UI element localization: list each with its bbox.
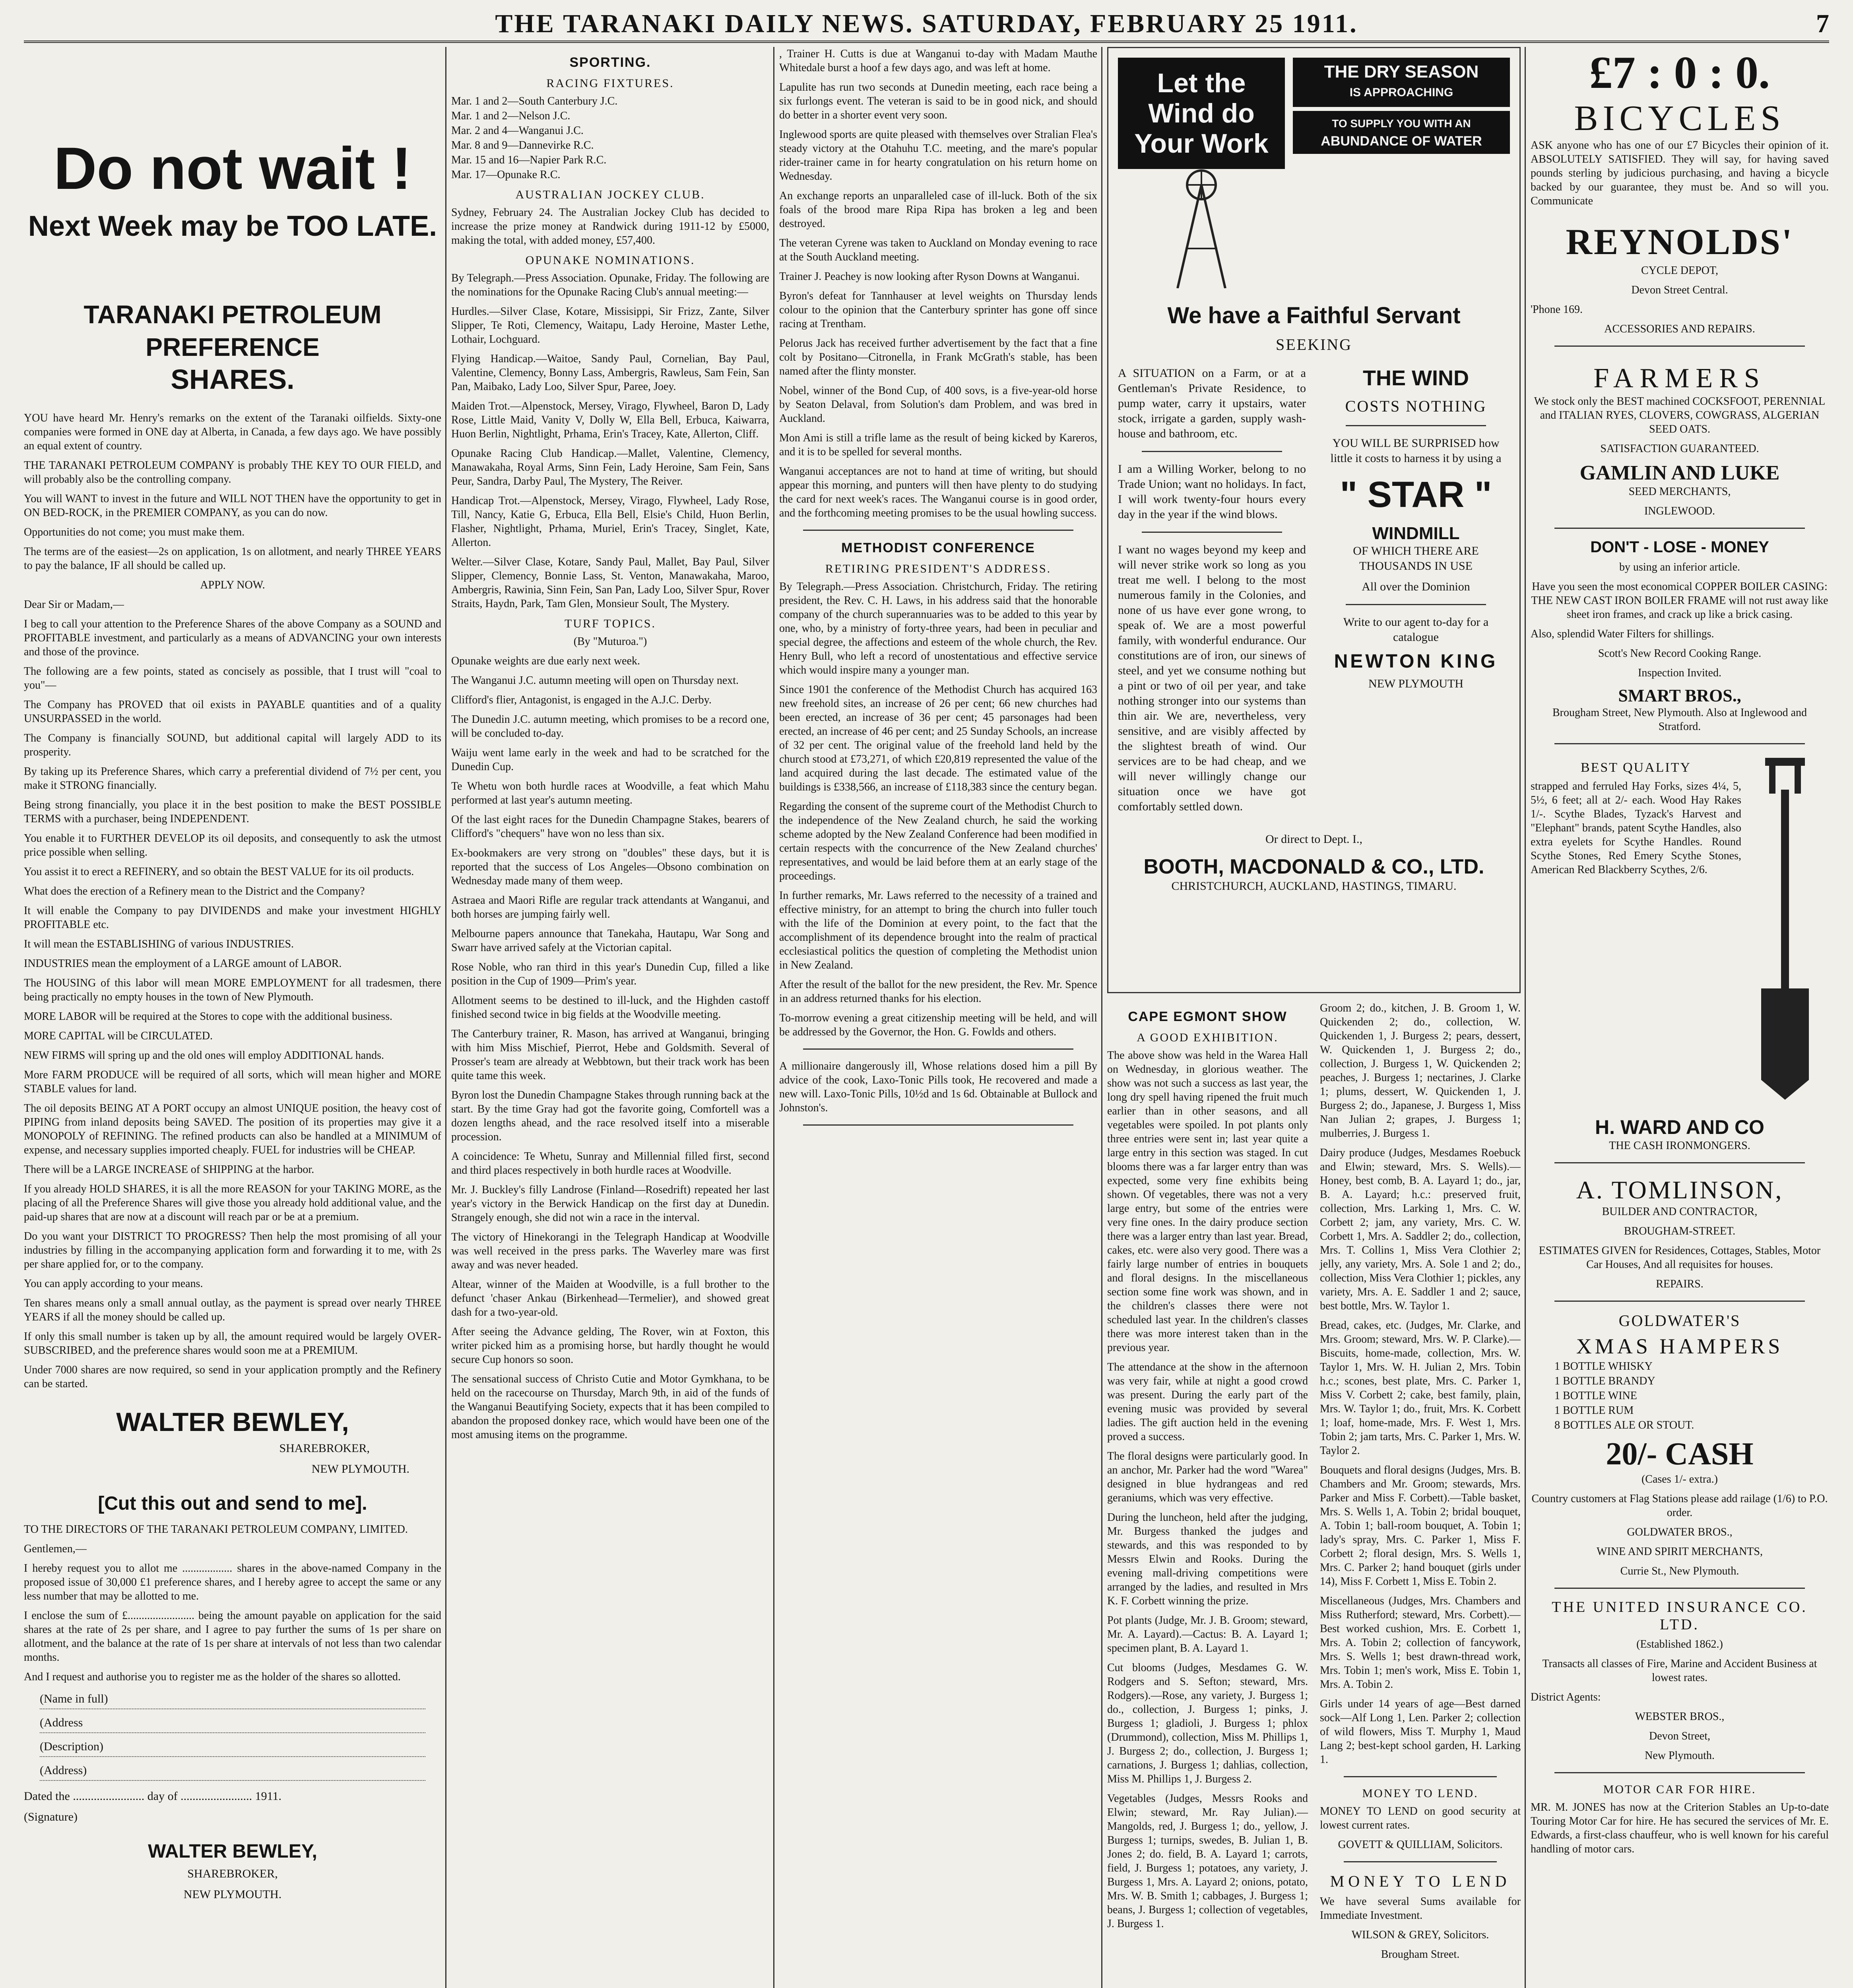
article-paragraph: Altear, winner of the Maiden at Woodville, is a full brother to the defunct 'chaser Ankau (Birkenhead—Termelier), and showed great dash for a two-year-old.	[451, 1278, 769, 1318]
thousands-text: OF WHICH THERE ARE THOUSANDS IN USE	[1353, 544, 1479, 573]
paragraph: There will be a LARGE INCREASE of SHIPPING at the harbor.	[24, 1163, 314, 1176]
divider	[1142, 451, 1282, 452]
ad-subhead: Next Week may be TOO LATE.	[28, 210, 437, 242]
article-paragraph: Lapulite has run two seconds at Dunedin meeting, each race being a six furlongs event. The veteran is said to be in good nick, and should do better in a shorter event very soon.	[779, 81, 1097, 121]
boiler-text: Have you seen the most economical COPPER BOILER CASING: THE NEW CAST IRON BOILER FRAME will not rust away like sheet iron frames, and crack up like a brick casing.	[1531, 580, 1828, 621]
article-paragraph: The floral designs were particularly good. In an anchor, Mr. Parker had the word "Warea" designed in blue hydrangeas and red geraniums, which was very effective.	[1107, 1450, 1308, 1504]
form-text: I enclose the sum of £........................ being the amount payable on application for the said shares at the rate of 2s per share, and I agree to pay further the sums of 1s per share on allotment, and the balance at the rate of 1s per share at intervals of not less than two calendar months.	[24, 1609, 441, 1664]
smart-bros: SMART BROS.,	[1618, 686, 1741, 705]
cities-text: CHRISTCHURCH, AUCKLAND, HASTINGS, TIMARU.	[1171, 879, 1457, 893]
signature-name-2: WALTER BEWLEY,	[148, 1841, 317, 1862]
farmers: FARMERS	[1593, 363, 1766, 394]
ajc-title: AUSTRALIAN JOCKEY CLUB.	[515, 188, 705, 201]
laxo-tonic-ad: A millionaire dangerously ill, Whose relations dosed him a pill By advice of the cook, Laxo-Tonic Pills took, He recovered and made a new will. Laxo-Tonic Pills, 10½d and 1s 6d. Obtainable at Bullock and Johnston's.	[779, 1060, 1097, 1114]
form-field-name[interactable]: (Name in full)	[40, 1689, 425, 1709]
repairs: REPAIRS.	[1656, 1278, 1704, 1290]
article-paragraph: Opunake weights are due early next week.	[451, 655, 640, 667]
builder: BUILDER AND CONTRACTOR,	[1602, 1206, 1758, 1218]
cape-sub: A GOOD EXHIBITION.	[1137, 1031, 1279, 1044]
money2-text: We have several Sums available for Immediate Investment.	[1320, 1895, 1521, 1922]
divider	[1346, 604, 1486, 605]
dont-lose-money: DON'T - LOSE - MONEY	[1590, 538, 1769, 556]
article-paragraph: Girls under 14 years of age—Best darned sock—Alf Long 1, Len. Parker 2; collection of wild flowers, Miss T. Murphy 1, Maud Lang 2; best-kept school garden, H. Larking 1.	[1320, 1698, 1521, 1766]
seeking: SEEKING	[1275, 336, 1352, 353]
article-paragraph: Inglewood sports are quite pleased with themselves over Stralian Flea's steady victory at the Otahuhu T.C. meeting, and the mare's popular rider-trainer came in for hearty congratulation on his return home on Wednesday.	[779, 128, 1097, 182]
article-paragraph: Handicap Trot.—Alpenstock, Mersey, Virago, Flywheel, Lady Rose, Till, Nancy, Katie G, Erbuca, Ella Bell, Elsie's Child, Huon Berlin, Flasher, Nightlight, Prhama, Muriel, Erin's Tracey, Singlet, Kate, Allerton.	[451, 495, 769, 549]
transacts: Transacts all classes of Fire, Marine and Accident Business at lowest rates.	[1542, 1658, 1817, 1684]
ad-headline: Do not wait !	[54, 135, 411, 202]
divider	[803, 1048, 1073, 1050]
want-text: I want no wages beyond my keep and will never strike work so long as you treat me well. I belong to the most numerous family in the Colonies, and none of us have ever gone wrong, to speak of. We are a most powerful family, with wonderful endurance. Our constitutions are of iron, our sinews of steel, and yet we consume nothing but a pint or two of oil per year, and take nothing stronger into our systems than thin air. We are, nevertheless, very sensitive, and are visibly affected by the slightest breath of wind. Our services are to be had cheap, and we will never willingly change our situation once we have got comfortably settled down.	[1118, 543, 1306, 813]
divider	[1554, 1772, 1805, 1773]
article-paragraph: Of the last eight races for the Dunedin Champagne Stakes, bearers of Clifford's "chequers" have won no less than six.	[451, 813, 769, 840]
divider	[1346, 425, 1486, 426]
signature-role: SHAREBROKER,	[279, 1442, 370, 1455]
write-text: Write to our agent to-day for a catalogue	[1343, 615, 1489, 644]
windmill-and-show-column	[1107, 47, 1521, 1988]
divider	[1344, 1776, 1497, 1777]
methodist-subtitle: RETIRING PRESIDENT'S ADDRESS.	[825, 562, 1052, 575]
opunake-title: OPUNAKE NOMINATIONS.	[525, 254, 695, 267]
fixture: Mar. 1 and 2—Nelson J.C.	[451, 110, 570, 122]
cycle-depot: CYCLE DEPOT,	[1641, 264, 1718, 277]
paragraph: YOU have heard Mr. Henry's remarks on the extent of the Taranaki oilfields. Sixty-one companies were formed in ONE day at Alberta, in Canada, a few days ago. We have possibly an equal extent of country.	[24, 412, 441, 452]
divider	[1142, 532, 1282, 533]
supply-text: TO SUPPLY YOU WITH AN	[1332, 117, 1471, 130]
signature-name: WALTER BEWLEY,	[116, 1407, 349, 1437]
article-paragraph: Sydney, February 24. The Australian Jockey Club has decided to increase the prize money at Randwick during 1911-12 by £5000, making the total, with added money, £57,400.	[451, 206, 769, 247]
divider	[1554, 1301, 1805, 1302]
hamper-price: 20/- CASH	[1606, 1437, 1754, 1472]
tomlinson: A. TOMLINSON,	[1576, 1176, 1783, 1204]
booth-macdonald: BOOTH, MACDONALD & CO., LTD.	[1143, 855, 1484, 878]
article-paragraph: Mr. J. Buckley's filly Landrose (Finland—Rosedrift) repeated her last year's victory in the Berwick Handicap on the first day at Dunedin. Strangely enough, she did not win a race in the interval.	[451, 1184, 769, 1224]
paragraph: The oil deposits BEING AT A PORT occupy an almost UNIQUE position, the heavy cost of PIPING from inland deposits being SAVED. The position of its properties may give it a MONOPOLY of REFINING. The refined products can also be handled at a MINIMUM of expense, and necessary supplies imported cheaply. FUEL for industries will be CHEAP.	[24, 1102, 441, 1156]
paragraph: By taking up its Preference Shares, which carry a preferential dividend of 7½ per cent, you make it STRONG financially.	[24, 765, 441, 792]
page-number: 7	[1816, 9, 1829, 38]
paragraph: What does the erection of a Refinery mean to the District and the Company?	[24, 885, 365, 897]
country-text: Country customers at Flag Stations please add railage (1/6) to P.O. order.	[1531, 1493, 1828, 1519]
windmill-label: WINDMILL	[1372, 524, 1460, 543]
article-paragraph: The sensational success of Christo Cutie and Motor Gymkhana, to be held on the racecourse on Thursday, March 9th, in aid of the funds of the Wanganui Beautifying Society, expects that it has been compiled to abandon the proposed donkey race, which would have been one of the most amusing items on the programme.	[451, 1373, 769, 1441]
form-text: And I request and authorise you to register me as the holder of the shares so allotted.	[24, 1671, 401, 1683]
new-plymouth-2: New Plymouth.	[1645, 1749, 1715, 1762]
paragraph: The following are a few points, stated as concisely as possible, that I trust will "coal to you"—	[24, 665, 441, 691]
inglewood: INGLEWOOD.	[1644, 505, 1715, 517]
new-plymouth: NEW PLYMOUTH	[1368, 677, 1463, 690]
paragraph: Under 7000 shares are now required, so send in your application promptly and the Refinery can be started.	[24, 1364, 441, 1390]
reynolds: REYNOLDS'	[1566, 221, 1794, 262]
divider	[803, 1124, 1073, 1126]
article-paragraph: An exchange reports an unparalleled case of ill-luck. Both of the six foals of the brood mare Ripa Ripa has broken a leg and been destroyed.	[779, 190, 1097, 230]
paragraph: THE TARANAKI PETROLEUM COMPANY is probably THE KEY TO OUR FIELD, and will probably also be the controlling company.	[24, 459, 441, 485]
money2-title: MONEY TO LEND	[1330, 1872, 1511, 1890]
article-paragraph: Since 1901 the conference of the Methodist Church has acquired 163 new freehold sites, an increase of 26 per cent; 66 new churches had been erected, an increase of 36 per cent; 45 parsonages had been erected, an increase of 46 per cent; and 25 Sunday Schools, an increase of 32 per cent. The original value of the freehold land held by the church stood at £73,271, of which £20,819 represented the value of the land acquired during the last decade. The estimated value of the buildings is £338,566, an increase of £118,383 since the century began.	[779, 683, 1097, 793]
divider	[1344, 1861, 1497, 1862]
divider	[1554, 346, 1805, 347]
section-title: SPORTING.	[569, 55, 651, 70]
paragraph: I beg to call your attention to the Preference Shares of the above Company as a SOUND and PROFITABLE investment, and particularly as a means of ADVANCING your own interests and those of the province.	[24, 618, 441, 658]
article-paragraph: The attendance at the show in the afternoon was very fair, while at night a good crowd was present. During the early part of the evening music was provided by several ladies. The gift auction held in the evening proved a success.	[1107, 1361, 1308, 1443]
article-paragraph: Opunake Racing Club Handicap.—Mallet, Valentine, Clemency, Manawakaha, Royal Arms, Sinn Fein, Lady Heroine, Sam Fein, Sans Peur, Sandra, Darby Paul, The Mystery, The Reiver.	[451, 447, 769, 487]
money-title: MONEY TO LEND.	[1362, 1787, 1479, 1800]
apply-now: APPLY NOW.	[200, 579, 265, 591]
form-text: I hereby request you to allot me .................. shares in the above-named Company in the proposed issue of 30,000 £1 preference shares, and I hereby agree to accept the same or any less number that may be allotted to me.	[24, 1562, 441, 1602]
phone: 'Phone 169.	[1531, 303, 1583, 316]
paragraph: The Company has PROVED that oil exists in PAYABLE quantities and of a quality UNSURPASSED in the world.	[24, 699, 441, 725]
article-paragraph: Wanganui acceptances are not to hand at time of writing, but should appear this morning, and punters will then have plenty to do studying the card for next week's races. The Wanganui course is in good order, and the forthcoming meeting promises to be the usual howling success.	[779, 465, 1097, 519]
dry-sub: IS APPROACHING	[1349, 86, 1453, 99]
money-text: MONEY TO LEND on good security at lowest current rates.	[1320, 1805, 1521, 1831]
paragraph: Do you want your DISTRICT TO PROGRESS? Then help the most promising of all your industries by filling in the accompanying application form and forwarding it to me, with 2s per share applied for, or to the company.	[24, 1230, 441, 1270]
paragraph: The terms are of the easiest—2s on application, 1s on allotment, and nearly THREE YEARS to pay the balance, IF all should be called up.	[24, 546, 441, 572]
article-paragraph: Waiju went lame early in the week and had to be scratched for the Dunedin Cup.	[451, 747, 769, 773]
ironmongers: THE CASH IRONMONGERS.	[1609, 1140, 1750, 1152]
divider	[1554, 1588, 1805, 1589]
form-to: TO THE DIRECTORS OF THE TARANAKI PETROLEUM COMPANY, LIMITED.	[24, 1523, 408, 1536]
signature-place: NEW PLYMOUTH.	[311, 1462, 409, 1475]
brougham: BROUGHAM-STREET.	[1624, 1225, 1736, 1237]
application-form	[24, 1522, 441, 1684]
article-paragraph: The veteran Cyrene was taken to Auckland on Monday evening to race at the South Auckland meeting.	[779, 237, 1097, 263]
divider	[1554, 743, 1805, 744]
motor-text: MR. M. JONES has now at the Criterion Stables an Up-to-date Touring Motor Car for hire. He has secured the services of Mr. E. Edwards, a first-class chauffeur, who is well known for his careful handling of motor cars.	[1531, 1801, 1829, 1855]
fixture: Mar. 2 and 4—Wanganui J.C.	[451, 124, 584, 137]
masthead-title: THE TARANAKI DAILY NEWS. SATURDAY, FEBRUARY 25 1911.	[495, 9, 1358, 38]
webster-bros: WEBSTER BROS.,	[1635, 1710, 1725, 1723]
paragraph: Dear Sir or Madam,—	[24, 598, 124, 611]
paragraph: The Company is financially SOUND, but additional capital will largely ADD to its prosperity.	[24, 732, 441, 758]
form-field-description[interactable]: (Description)	[40, 1737, 425, 1757]
dry-season-block	[1293, 58, 1510, 290]
paragraph: More FARM PRODUCE will be required of all sorts, which will mean higher and MORE STABLE values for land.	[24, 1069, 441, 1095]
article-paragraph: Dairy produce (Judges, Mesdames Roebuck and Elwin; steward, Mrs. S. Wells).—Honey, best comb, B. A. Layard 1; do., jar, B. A. Layard; h.c.: preserved fruit, collection, Mrs. Larking 1, Mrs. C. W. Corbett 2; jam, any variety, Mrs. C. W. Corbett 1, Mrs. A. Saddler 2; do., collection, Mrs. T. Collins 1, Miss Vera Clothier 2; jelly, any variety, Mrs. A. Sole 1 and 2; do., collection, Miss Vera Clothier 1; pickles, any variety, Mrs. A. E. Saddler 1 and 2; sauce, best bottle, Mrs. W. Taylor 1.	[1320, 1147, 1521, 1312]
racing-fixtures-title: RACING FIXTURES.	[546, 77, 674, 90]
newton-king: NEWTON KING	[1334, 651, 1498, 672]
article-paragraph: Pot plants (Judge, Mr. J. B. Groom; steward, Mr. A. Layard).—Cactus: B. A. Layard 1; specimen plant, B. A. Layard 1.	[1107, 1614, 1308, 1654]
paragraph: If you already HOLD SHARES, it is all the more REASON for your TAKING MORE, as the placing of all the Preference Shares will give those you already hold additional value, and the paid-up shares that are now at a discount will reach par or be at a premium.	[24, 1183, 441, 1223]
xmas-hampers: XMAS HAMPERS	[1576, 1334, 1783, 1358]
article-paragraph: Welter.—Silver Clase, Kotare, Sandy Paul, Mallet, Bay Paul, Silver Slipper, Clemency, Bonnie Lass, St. Venton, Manawakaha, Maroo, Ambergris, Rawinia, Sinn Fein, San Pan, Lady Loo, Silver Spur, Rover Straits, Haydn, Park, Tam Glen, Monsieur Soult, The Mystery.	[451, 556, 769, 610]
banner-line: Let the	[1157, 68, 1246, 98]
fixture: Mar. 1 and 2—South Canterbury J.C.	[451, 95, 618, 107]
banner-line: Your Work	[1134, 128, 1269, 159]
bike-text: ASK anyone who has one of our £7 Bicycles their opinion of it. ABSOLUTELY SATISFIED. They will say, for having saved pounds sterling by judicious purchasing, and having a bicycle backed by our guarantee, they must be. And so will you. Communicate	[1531, 139, 1829, 207]
article-paragraph: Maiden Trot.—Alpenstock, Mersey, Virago, Flywheel, Baron D, Lady Rose, Little Maid, Vanity V, Dolly W, Ella Bell, Erbuca, Kaiwarra, Huon Berlin, Nightlight, Prhama, Erin's Tracey, Kate, Allerton, Cliff.	[451, 400, 769, 440]
paragraph: You enable it to FURTHER DEVELOP its oil deposits, and consequently to ask the utmost price possible when selling.	[24, 832, 441, 858]
article-paragraph: Astraea and Maori Rifle are regular track attendants at Wanganui, and both horses are jumping fairly well.	[451, 894, 769, 920]
article-paragraph: During the luncheon, held after the judging, Mr. Burgess thanked the judges and stewards, and this was responded to by Messrs Elwin and Rooks. During the evening mall-driving competitions were arranged by the ladies, and resulted in Mrs K. F. Corbett winning the prize.	[1107, 1511, 1308, 1607]
article-paragraph: Vegetables (Judges, Messrs Rooks and Elwin; steward, Mr. Ray Julian).—Mangolds, red, J. Burgess 1; do., yellow, J. Burgess 1; turnips, swedes, B. Julian 1, B. Jones 2; do. field, B. A. Layard 1; carrots, field, J. Burgess 1; potatoes, any variety, J. Burgess 1, Mrs. A. Layard 2; onions, potato, Mrs. W. B. Smith 1; cabbages, J. Burgess 1; beans, J. Burgess 1; collection of vegetables, J. Burgess 1.	[1107, 1792, 1308, 1930]
devon-street-2: Devon Street,	[1649, 1730, 1710, 1742]
ad-title: TARANAKI PETROLEUM PREFERENCE	[83, 300, 382, 361]
motor-title: MOTOR CAR FOR HIRE.	[1603, 1783, 1756, 1796]
accessories: ACCESSORIES AND REPAIRS.	[1604, 323, 1755, 335]
dry-head: THE DRY SEASON	[1324, 62, 1479, 82]
hamper-item: 8 BOTTLES ALE OR STOUT.	[1554, 1419, 1694, 1431]
cape-egmont-show	[1107, 1001, 1521, 1967]
ad-body	[24, 411, 441, 1391]
classified-ads-column	[1531, 47, 1829, 1988]
form-signature: (Signature)	[24, 1810, 78, 1823]
petroleum-ad-column	[24, 47, 441, 1988]
h-ward: H. WARD AND CO	[1595, 1116, 1764, 1138]
paragraph: It will enable the Company to pay DIVIDENDS and make your investment HIGHLY PROFITABLE etc.	[24, 905, 441, 931]
dry-season-banner	[1293, 58, 1510, 107]
article-paragraph: The above show was held in the Warea Hall on Wednesday, in glorious weather. The show was not such a success as last year, the long dry spell having ripened the fruit much earlier than in other seasons, and all vegetables were spoiled. In pot plants only three entries were sent in; last year quite a large entry in this section was staged. In cut blooms there was a far larger entry than was expected, some very fine exhibits being shown. Of vegetables, there was not a very large entry, but some of the entries were very fine ones. In the dairy produce section there was a larger entry than last year. Bread, cakes, etc. were also very good. There was a fairly large number of entries in bouquets and floral designs. In the miscellaneous section some fine work was shown, and in the children's classes there were not scheduled last year. In the children's classes there was more interest taken than in the previous year.	[1107, 1049, 1308, 1354]
divider	[803, 530, 1073, 531]
bicycles-title: BICYCLES	[1574, 99, 1785, 138]
cape-title: CAPE EGMONT SHOW	[1128, 1009, 1287, 1024]
form-field-address-2[interactable]: (Address)	[40, 1761, 425, 1781]
article-paragraph: By Telegraph.—Press Association. Christchurch, Friday. The retiring president, the Rev. C. H. Laws, in his address said that the honorable company of the church superannuaries was to be added to this year by one, who, by a ministry of forty-three years, had been in peculiar and special degree, the affections and esteem of the whole church, the Rev. Henry Bull, who left a record of unostentatious and effective service which would inspire many a younger man.	[779, 580, 1097, 676]
article-paragraph: The Dunedin J.C. autumn meeting, which promises to be a record one, will be concluded to-day.	[451, 713, 769, 740]
wine-merchants: WINE AND SPIRIT MERCHANTS,	[1597, 1545, 1763, 1558]
article-paragraph: The Wanganui J.C. autumn meeting will open on Thursday next.	[451, 674, 739, 687]
windmill-ad	[1107, 47, 1521, 993]
spade-text: strapped and ferruled Hay Forks, sizes 4¼, 5, 5½, 6 feet; all at 2/- each. Wood Hay Rakes 1/-. Scythe Blades, Tyzack's Harvest and "Elephant" brands, patent Scythe Handles, also extra eyelets for Scythe Handles. Round Scythe Stones, Red Emery Scythe Stones, American Red Blackberry Scythes, 2/6.	[1531, 780, 1741, 876]
article-paragraph: Trainer J. Peachey is now looking after Ryson Downs at Wanganui.	[779, 270, 1080, 283]
faithful-servant: We have a Faithful Servant	[1167, 303, 1461, 328]
methodist-title: METHODIST CONFERENCE	[841, 540, 1035, 555]
methodist-column	[779, 47, 1097, 1988]
form-field-address[interactable]: (Address	[40, 1713, 425, 1733]
windmill-icon	[1118, 169, 1285, 288]
article-paragraph: Bread, cakes, etc. (Judges, Mr. Clarke, and Mrs. Groom; steward, Mrs. W. P. Clarke).—Biscuits, home-made, collection, Mrs. W. Taylor 1, Mrs. W. H. Julian 2, Mrs. Tobin h.c.; scones, best plate, Mrs. C. Parker 1, Miss V. Corbett 2; cake, best family, plain, Mrs. W. Taylor 1; do., fruit, Mrs. K. Corbett 1; loaf, home-made, Mrs. F. West 1, Mrs. Tobin 2; jam tarts, Mrs. C. Parker 1, Mrs. W. Taylor 2.	[1320, 1319, 1521, 1457]
article-paragraph: To-morrow evening a great citizenship meeting will be held, and will be addressed by the Governor, the Hon. G. Fowlds and others.	[779, 1012, 1097, 1038]
dont-sub: by using an inferior article.	[1619, 561, 1740, 573]
bicycle-price: £7 : 0 : 0.	[1589, 47, 1770, 98]
abundance-text: ABUNDANCE OF WATER	[1321, 134, 1482, 149]
cape-left	[1107, 1001, 1308, 1967]
article-paragraph: Hurdles.—Silver Clase, Kotare, Missisippi, Sir Frizz, Zante, Silver Slipper, Te Roti, Clemency, Waitapu, Lady Heroine, Master Lethe, Lothair, Lochguard.	[451, 305, 769, 346]
willing-text: I am a Willing Worker, belong to no Trade Union; want no holidays. In fact, I will work twenty-four hours every day in the year if the wind blows.	[1118, 462, 1306, 521]
turf-byline: (By "Muturoa.")	[573, 635, 647, 648]
column-rule	[1101, 47, 1102, 1988]
article-paragraph: After seeing the Advance gelding, The Rover, win at Foxton, this writer picked him as a promising horse, but hardly thought he would secure Cup honors so soon.	[451, 1326, 769, 1366]
paragraph: Opportunities do not come; you must make them.	[24, 526, 245, 538]
fixture: Mar. 8 and 9—Dannevirke R.C.	[451, 139, 594, 151]
goldwater-bros: GOLDWATER BROS.,	[1627, 1526, 1733, 1538]
paragraph: INDUSTRIES mean the employment of a LARGE amount of LABOR.	[24, 957, 342, 970]
column-rule	[1525, 47, 1526, 1988]
article-paragraph: The Canterbury trainer, R. Mason, has arrived at Wanganui, bringing with him Miss Mischief, Pierrot, Hebe and Goldsmith. Several of Prosser's team are already at Webbtown, but their track work has been quite tame this week.	[451, 1028, 769, 1082]
established: (Established 1862.)	[1636, 1638, 1723, 1650]
paragraph: Ten shares means only a small annual outlay, as the payment is spread over nearly THREE YEARS if all the money should be called up.	[24, 1297, 441, 1323]
hamper-item: 1 BOTTLE WHISKY	[1554, 1360, 1653, 1373]
article-paragraph: Nobel, winner of the Bond Cup, of 400 sovs, is a five-year-old horse by Seaton Delaval, from Solution's dam Problem, and was bred in Auckland.	[779, 384, 1097, 425]
let-the-wind-banner	[1118, 58, 1285, 169]
surprised-text: YOU WILL BE SURPRISED how little it costs to harness it by using a	[1330, 437, 1502, 465]
divider	[1554, 528, 1805, 529]
scotts-text: Scott's New Record Cooking Range.	[1598, 647, 1762, 660]
article-paragraph: Bouquets and floral designs (Judges, Mrs. B. Chambers and Mr. Groom; stewards, Mrs. Parker and Miss F. Corbett).—Table basket, Mrs. S. Wells 1, A. Tobin 2; bridal bouquet, A. Tobin 1; ball-room bouquet, A. Tobin 1; lady's spray, Mrs. C. Parker 1, Miss F. Corbett 2; floral design, Mrs. S. Wells 1, Mrs. C. Parker 2; hand bouquet (girls under 14), Miss F. Corbett 1, Miss E. Tobin 2.	[1320, 1464, 1521, 1588]
windmill-graphic	[1118, 58, 1285, 290]
estimates: ESTIMATES GIVEN for Residences, Cottages, Stables, Motor Car Houses, And all requisites for houses.	[1539, 1244, 1821, 1271]
paragraph: NEW FIRMS will spring up and the old ones will employ ADDITIONAL hands.	[24, 1049, 384, 1062]
filters-text: Also, splendid Water Filters for shillings.	[1531, 628, 1714, 640]
article-paragraph: Cut blooms (Judges, Mesdames G. W. Rodgers and S. Sefton; steward, Mrs. Rodgers).—Rose, any variety, J. Burgess 1; do., collection, J. Burgess 1; pinks, J. Burgess 1; gladioli, J. Burgess 1; phlox (Drummond), collection, Miss M. Phillips 1, J. Burgess 2; do., collection, J. Burgess 1; carnations, J. Burgess 1; dahlias, collection, Miss M. Phillips 1, J. Burgess 2.	[1107, 1662, 1308, 1785]
form-dated: Dated the ........................ day of ........................ 1911.	[24, 1790, 281, 1803]
signature-place-2: NEW PLYMOUTH.	[183, 1888, 282, 1901]
paragraph: It will mean the ESTABLISHING of various INDUSTRIES.	[24, 938, 294, 950]
hamper-item: 1 BOTTLE RUM	[1554, 1404, 1634, 1417]
masthead	[24, 9, 1829, 43]
windmill-ad-right	[1322, 366, 1510, 820]
direct-text: Or direct to Dept. I.,	[1265, 833, 1363, 846]
article-paragraph: Pelorus Jack has received further advertisement by the fact that a fine colt by Positano—Citronella, in Frank McGrath's stable, has been named after the flinty monster.	[779, 337, 1097, 377]
wind-sub: COSTS NOTHING	[1345, 397, 1487, 415]
article-paragraph: Regarding the consent of the supreme court of the Methodist Church to the independence of the New Zealand church, he said the working scheme adopted by the New Zealand Conference had been modified in certain respects with the concurrence of the New Zealand churches' representatives, and would be laid before them at an early stage of the proceedings.	[779, 800, 1097, 882]
spade-text-block	[1531, 754, 1741, 1104]
paragraph: If only this small number is taken up by all, the amount required would be largely OVER-SUBSCRIBED, and the preference shares would soon me at a PREMIUM.	[24, 1330, 441, 1357]
govett-quilliam: GOVETT & QUILLIAM, Solicitors.	[1338, 1839, 1503, 1851]
column-rule	[445, 47, 446, 1988]
article-paragraph: In further remarks, Mr. Laws referred to the necessity of a trained and effective ministry, for an attempt to bring the church into fuller touch with the life of the Dominion at every point, to the fact that the accomplishment of its dependence brought into the realm of practical ecclesiastical politics the question of completing the Methodist union in New Zealand.	[779, 889, 1097, 971]
signature-role-2: SHAREBROKER,	[187, 1867, 278, 1880]
currie-street: Currie St., New Plymouth.	[1620, 1565, 1739, 1577]
fixture: Mar. 15 and 16—Napier Park R.C.	[451, 154, 607, 166]
ad-title-shares: SHARES.	[171, 364, 295, 395]
cut-line: [Cut this out and send to me].	[98, 1493, 367, 1514]
cases-extra: (Cases 1/- extra.)	[1641, 1473, 1718, 1485]
paragraph: Being strong financially, you place it in the best position to make the BEST POSSIBLE TERMS with a purchaser, being INDEPENDENT.	[24, 799, 441, 825]
article-paragraph: , Trainer H. Cutts is due at Wanganui to-day with Madam Mauthe Whitedale burst a hoof a few days ago, and was left at home.	[779, 48, 1097, 74]
dominion-text: All over the Dominion	[1362, 580, 1470, 593]
paragraph: MORE LABOR will be required at the Stores to cope with the additional business.	[24, 1010, 392, 1023]
star-brand: " STAR "	[1340, 474, 1492, 515]
wilson-grey: WILSON & GREY, Solicitors.	[1351, 1929, 1489, 1941]
brougham-street: Brougham Street.	[1381, 1948, 1460, 1961]
banner-line: Wind do	[1148, 98, 1255, 128]
article-paragraph: Clifford's flier, Antagonist, is engaged in the A.J.C. Derby.	[451, 694, 712, 706]
cape-right	[1320, 1001, 1521, 1967]
article-paragraph: Byron lost the Dunedin Champagne Stakes through running back at the start. By the time Gray had got the favorite going, Comfortell was a dozen lengths ahead, and the race resolved itself into a miserable procession.	[451, 1089, 769, 1143]
smart-address: Brougham Street, New Plymouth. Also at Inglewood and Stratford.	[1552, 707, 1807, 733]
windmill-ad-top	[1118, 58, 1510, 290]
article-paragraph: Allotment seems to be destined to ill-luck, and the Highden castoff finished second twice in big fields at the Woodville meeting.	[451, 994, 769, 1021]
inspection-text: Inspection Invited.	[1638, 667, 1721, 679]
turf-topics-title: TURF TOPICS.	[565, 617, 656, 630]
article-paragraph: Melbourne papers announce that Tanekaha, Hautapu, War Song and Swarr have arrived safely at the Victorian capital.	[451, 928, 769, 954]
fixture: Mar. 17—Opunake R.C.	[451, 169, 561, 181]
sporting-column	[451, 47, 769, 1988]
abundance-banner	[1293, 111, 1510, 154]
paragraph: MORE CAPITAL will be CIRCULATED.	[24, 1030, 213, 1042]
column-rule	[773, 47, 774, 1988]
article-paragraph: Ex-bookmakers are very strong on "doubles" these days, but it is reported that the success of Los Angeles—Obsono combination on Wednesday made many of them weep.	[451, 847, 769, 887]
article-paragraph: After the result of the ballot for the new president, the Rev. Mr. Spence in an address returned thanks for his election.	[779, 978, 1097, 1005]
farm-text: We stock only the BEST machined COCKSFOOT, PERENNIAL and ITALIAN RYES, CLOVERS, COWGRASS, ALGERIAN SEED OATS.	[1534, 395, 1826, 435]
divider	[1554, 1162, 1805, 1163]
spade-icon	[1741, 754, 1829, 1104]
united-insurance: THE UNITED INSURANCE CO. LTD.	[1552, 1599, 1808, 1633]
wind-head: THE WIND	[1363, 366, 1469, 390]
article-paragraph: Te Whetu won both hurdle races at Woodville, a feat which Mahu performed at last year's autumn meeting.	[451, 780, 769, 806]
article-paragraph: A coincidence: Te Whetu, Sunray and Millennial filled first, second and third places respectively in both hurdle races at Woodville.	[451, 1150, 769, 1176]
hamper-item: 1 BOTTLE BRANDY	[1554, 1375, 1655, 1387]
spade-title: BEST QUALITY	[1580, 760, 1692, 775]
gamlin-luke: GAMLIN AND LUKE	[1579, 462, 1780, 484]
article-paragraph: Byron's defeat for Tannhauser at level weights on Thursday lends colour to the opinion that the Canterbury sprinter has gone off since racing at Trentham.	[779, 290, 1097, 330]
paragraph: You will WANT to invest in the future and WILL NOT THEN have the opportunity to get in ON BED-ROCK, in the PREMIER COMPANY, as you can do now.	[24, 493, 441, 519]
article-paragraph: Rose Noble, who ran third in this year's Dunedin Cup, filled a like position in the Cup of 1909—Prim's year.	[451, 961, 769, 987]
paragraph: You assist it to erect a REFINERY, and so obtain the BEST VALUE for its oil products.	[24, 866, 414, 878]
article-paragraph: Groom 2; do., kitchen, J. B. Groom 1, W. Quickenden 2; do., collection, W. Quickenden 1, J. Burgess 2; pears, dessert, W. Quickenden 1, J. Burgess 2; do., collection, J. Burgess 1, W. Quickenden 2; peaches, J. Burgess 1; nectarines, J. Clarke 1; plums, dessert, W. Quickenden 1, J. Burgess 2; do., Japanese, J. Burgess 1, Miss Nan Julian 2; grapes, J. Burgess 1; mulberries, J. Burgess 1.	[1320, 1002, 1521, 1140]
windmill-ad-body	[1118, 366, 1510, 820]
devon-street: Devon Street Central.	[1631, 284, 1728, 296]
situation-text: A SITUATION on a Farm, or at a Gentleman's Private Residence, to pump water, carry it upstairs, water stock, irrigate a garden, supply wash-house and bathroom, etc.	[1118, 367, 1306, 440]
article-paragraph: Miscellaneous (Judges, Mrs. Chambers and Miss Rutherford; steward, Mrs. Corbett).—Best worked cushion, Mrs. E. Corbett 1, Mrs. A. Tobin 2; collection of fancywork, Mrs. S. Wells 1; best drawn-thread work, Mrs. Tobin 1; men's work, Miss E. Tobin 1, Mrs. A. Tobin 2.	[1320, 1595, 1521, 1691]
article-paragraph: The victory of Hinekorangi in the Telegraph Handicap at Woodville was well received in the press parks. The Waverley mare was first away and was never headed.	[451, 1231, 769, 1271]
goldwater: GOLDWATER'S	[1618, 1312, 1741, 1330]
seed-merchants: SEED MERCHANTS,	[1628, 485, 1731, 498]
satisfaction: SATISFACTION GUARANTEED.	[1600, 443, 1759, 455]
article-paragraph: Flying Handicap.—Waitoe, Sandy Paul, Cornelian, Bay Paul, Valentine, Clemency, Bonny Lass, Ambergris, Rawleus, Sam Fein, San Pan, Maibako, Lady Loo, Silver Spur, Paree, Joey.	[451, 353, 769, 393]
district-agents: District Agents:	[1531, 1691, 1601, 1703]
form-greeting: Gentlemen,—	[24, 1543, 87, 1555]
article-paragraph: By Telegraph.—Press Association. Opunake, Friday. The following are the nominations for the Opunake Racing Club's annual meeting:—	[451, 272, 769, 298]
spade-ad	[1531, 754, 1829, 1104]
hamper-item: 1 BOTTLE WINE	[1554, 1390, 1637, 1402]
paragraph: The HOUSING of this labor will mean MORE EMPLOYMENT for all tradesmen, there being practically no empty houses in the town of New Plymouth.	[24, 977, 441, 1003]
paragraph: You can apply according to your means.	[24, 1277, 203, 1290]
article-paragraph: Mon Ami is still a trifle lame as the result of being kicked by Kareros, and it is to be spelled for several months.	[779, 432, 1097, 458]
windmill-ad-left	[1118, 366, 1306, 820]
